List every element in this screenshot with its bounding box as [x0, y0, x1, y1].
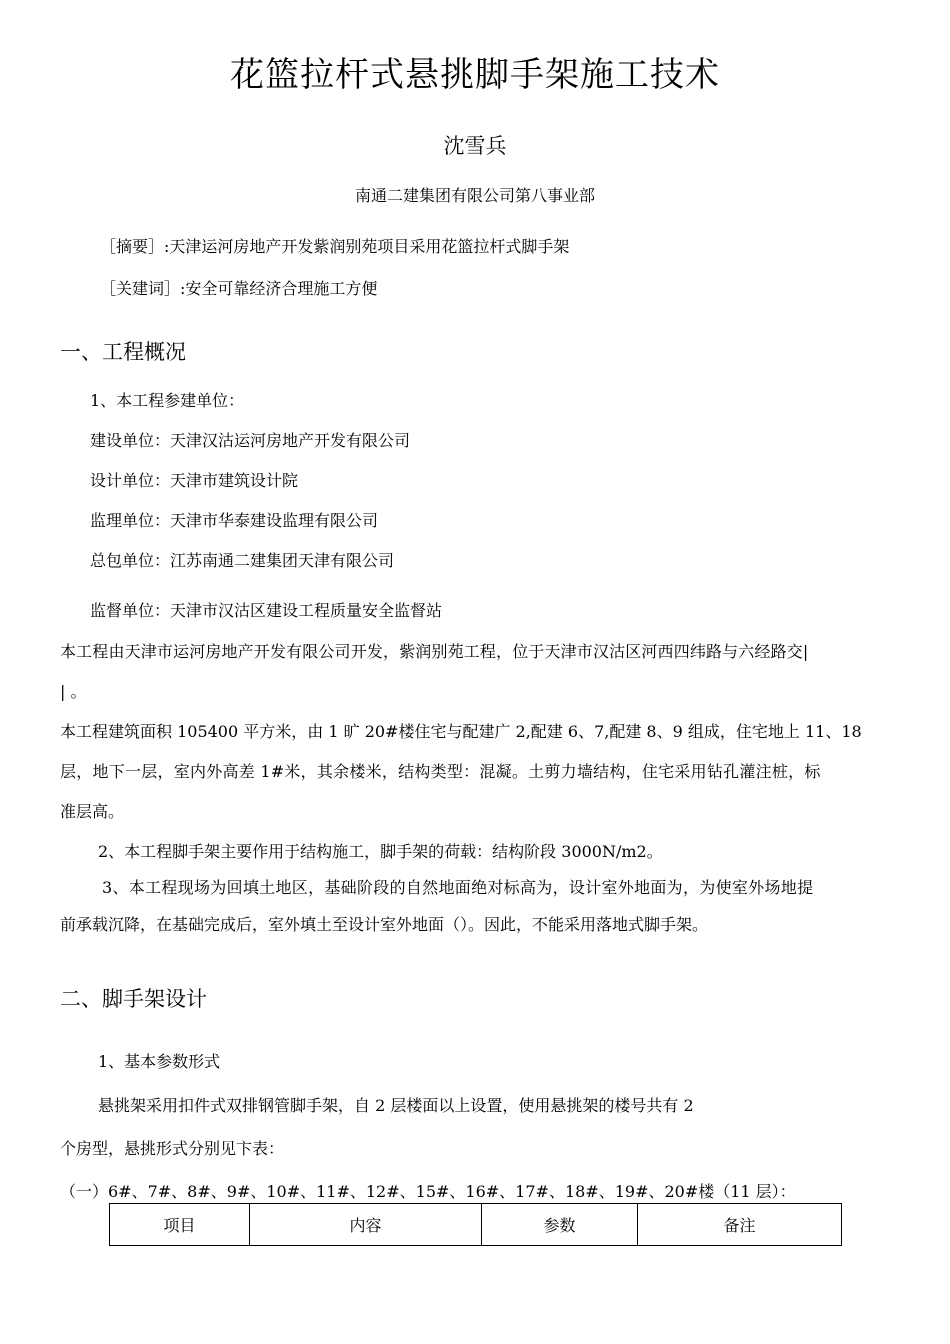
paragraph-line: 层，地下一层，室内外高差 1#米，其余楼米，结构类型：混凝。土剪力墙结构，住宅采用钻孔灌注桩，标 [60, 762, 821, 781]
paragraph: 2、本工程脚手架主要作用于结构施工，脚手架的荷载：结构阶段 3000N/m2。 [98, 842, 663, 861]
keywords: ［关建词］:安全可靠经济合理施工方便 [100, 279, 378, 298]
paragraph-line: 前承载沉降，在基础完成后，室外填土至设计室外地面（）。因此，不能采用落地式脚手架。 [60, 915, 709, 934]
paragraph-line: | 。 [60, 682, 87, 701]
paragraph-line: 本工程建筑面积 105400 平方米，由 1 旷 20#楼住宅与配建广 2,配建 6、7,配建 8、9 组成，住宅地上 11、18 [60, 722, 862, 741]
section-heading-1: 一、工程概况 [60, 340, 186, 364]
author-name: 沈雪兵 [443, 134, 507, 158]
affiliation: 南通二建集团有限公司第八事业部 [354, 186, 595, 205]
paragraph-line: 悬挑架采用扣件式双排钢管脚手架，自 2 层楼面以上设置，使用悬挑架的楼号共有 2 [98, 1096, 694, 1115]
table-header-row [110, 1204, 842, 1246]
paragraph: 1、本工程参建单位： [90, 391, 245, 410]
abstract: ［摘要］:天津运河房地产开发紫润别苑项目采用花篮拉杆式脚手架 [100, 237, 570, 256]
table-header-cell: 内容 [250, 1204, 482, 1246]
table-header-cell: 参数 [482, 1204, 638, 1246]
unit-item: 监督单位：天津市汉沽区建设工程质量安全监督站 [90, 601, 443, 620]
paragraph: 1、基本参数形式 [98, 1052, 221, 1071]
paragraph-line: 准层高。 [60, 802, 125, 821]
paragraph-line: 个房型，悬挑形式分别见卞表： [60, 1139, 285, 1158]
paragraph-line: 3、本工程现场为回填土地区，基础阶段的自然地面绝对标高为，设计室外地面为，为使室外场地提 [102, 878, 814, 897]
unit-item: 设计单位：天津市建筑设计院 [90, 471, 299, 490]
table-header-cell: 项目 [110, 1204, 250, 1246]
unit-item: 监理单位：天津市华泰建设监理有限公司 [90, 511, 379, 530]
parameter-table [109, 1203, 842, 1246]
table-header-cell: 备注 [638, 1204, 842, 1246]
table-group-label: （一）6#、7#、8#、9#、10#、11#、12#、15#、16#、17#、18#、19#、20#楼（11 层）： [60, 1182, 796, 1201]
paragraph-line: 本工程由天津市运河房地产开发有限公司开发，紫润别苑工程，位于天津市汉沽区河西四纬路与六经路交| [60, 642, 809, 661]
unit-item: 总包单位：江苏南通二建集团天津有限公司 [90, 551, 395, 570]
unit-item: 建设单位：天津汉沽运河房地产开发有限公司 [90, 431, 411, 450]
document-title: 花篮拉杆式悬挑脚手架施工技术 [230, 55, 720, 95]
section-heading-2: 二、脚手架设计 [60, 987, 207, 1011]
